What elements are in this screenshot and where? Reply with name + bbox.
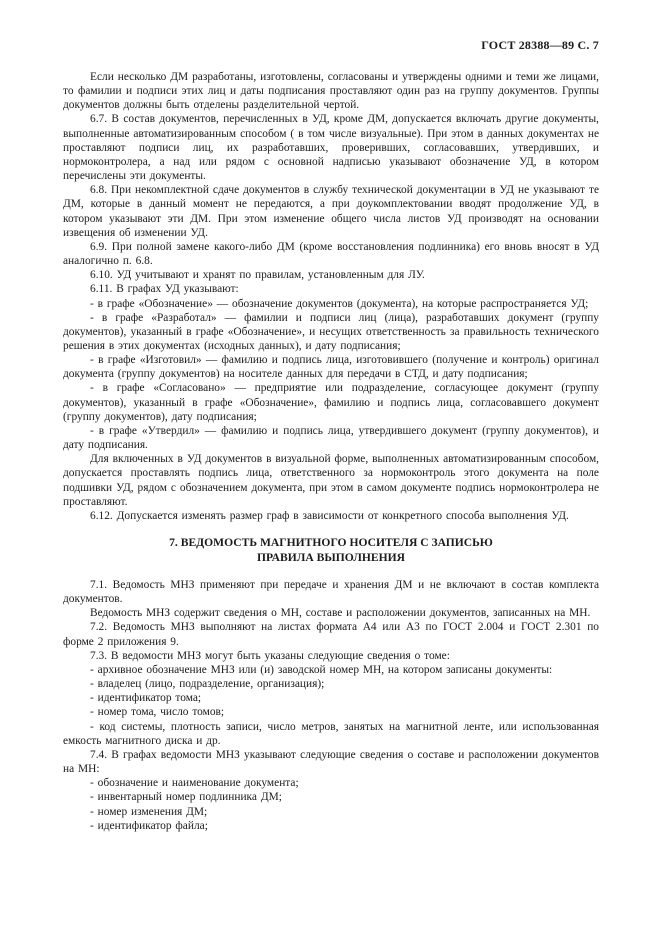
document-body [63,70,599,833]
section-heading-line1: 7. ВЕДОМОСТЬ МАГНИТНОГО НОСИТЕЛЯ С ЗАПИСЬЮ [169,536,493,549]
page-content [63,38,599,833]
section-heading [63,535,599,565]
paragraph: 7.4. В графах ведомости МНЗ указывают следующие сведения о составе и расположении документов на МН: [63,748,599,776]
list-item: - в графе «Разработал» — фамилии и подписи лиц (лица), разработавших документ (группу документов), указанный в графе «Обозначение», и несущих ответственность за правильность технического решения в этих документах (исходных данных), и дату подписания; [63,311,599,352]
paragraph: 6.7. В состав документов, перечисленных в УД, кроме ДМ, допускается включать другие документы, выполненные автоматизированным способом ( в том числе визуальные). При этом в данных документах не проставляют подписи лиц, их разработавших, проверивших, согласовавших, утвердивших, и нормоконтролера, а над или рядом с основной надписью указывают обозначение УД, в котором перечислены эти документы. [63,113,599,183]
section-heading-line2: ПРАВИЛА ВЫПОЛНЕНИЯ [256,551,406,564]
paragraph: Ведомость МНЗ содержит сведения о МН, составе и расположении документов, записанных на МН. [90,607,591,620]
paragraph: Для включенных в УД документов в визуальной форме, выполненных автоматизированным способом, допускается проставлять подпись лица, ответственного за нормоконтроль этого документа на поле подшивки УД, рядом с обозначением документа, при этом в самом документе подпись нормоконтролера не проставляют. [63,453,599,508]
paragraph: 6.11. В графах УД указывают: [90,283,239,296]
list-item: - в графе «Утвердил» — фамилию и подпись лица, утвердившего документ (группу документов), и дату подписания. [63,424,599,452]
list-item: - архивное обозначение МНЗ или (и) заводской номер МН, на котором записаны документы: [90,663,553,676]
paragraph: 7.1. Ведомость МНЗ применяют при передаче и хранения ДМ и не включают в состав комплекта документов. [63,579,599,606]
paragraph: 6.8. При некомплектной сдаче документов в службу технической документации в УД не указывают те ДМ, которые в данный момент не передаются, а при доукомплектовании вводят продолжение УД, в котором указывают эти ДМ. При этом изменение общего числа листов УД производят на основании извещения об изменении УД. [63,184,599,239]
paragraph: 6.12. Допускается изменять размер граф в зависимости от конкретного способа выполнения УД. [90,509,569,522]
list-item: - номер изменения ДМ; [90,805,208,818]
paragraph: 6.10. УД учитывают и хранят по правилам, установленным для ЛУ. [90,269,425,282]
paragraph: 7.3. В ведомости МНЗ могут быть указаны следующие сведения о томе: [90,649,450,662]
list-item: - номер тома, число томов; [90,706,225,719]
paragraph: 6.9. При полной замене какого-либо ДМ (кроме восстановления подлинника) его вновь вносят в УД аналогично п. 6.8. [63,240,599,268]
list-item: - код системы, плотность записи, число метров, занятых на магнитной ленте, или использованная емкость магнитного диска и др. [63,720,599,747]
list-item: - владелец (лицо, подразделение, организация); [90,678,325,691]
list-item: - обозначение и наименование документа; [90,777,299,790]
list-item: - идентификатор файла; [90,819,208,832]
list-item: - инвентарный номер подлинника ДМ; [90,791,282,804]
list-item: - в графе «Изготовил» — фамилию и подпись лица, изготовившего (получение и контроль) оригинал документа (группу документов) на носителе данных для передачи в СТД, и дату подписания; [63,354,599,381]
list-item: - идентификатор тома; [90,692,202,705]
page-header: ГОСТ 28388—89 С. 7 [481,38,599,52]
list-item: - в графе «Обозначение» — обозначение документов (документа), на которые распространяется УД; [90,297,589,310]
list-item: - в графе «Согласовано» — предприятие или подразделение, согласующее документ (группу документов), указанный в графе «Обозначение», фамилию и подпись лица, согласовавшего документ (группу документов), дату подписания; [63,382,599,423]
paragraph: 7.2. Ведомость МНЗ выполняют на листах формата А4 или А3 по ГОСТ 2.004 и ГОСТ 2.301 по форме 2 приложения 9. [63,621,599,648]
paragraph: Если несколько ДМ разработаны, изготовлены, согласованы и утверждены одними и теми же лицами, то фамилии и подписи этих лиц и даты подписания проставляют один раз на группу документов. Группы документов должны быть отделены разделительной чертой. [63,71,599,112]
